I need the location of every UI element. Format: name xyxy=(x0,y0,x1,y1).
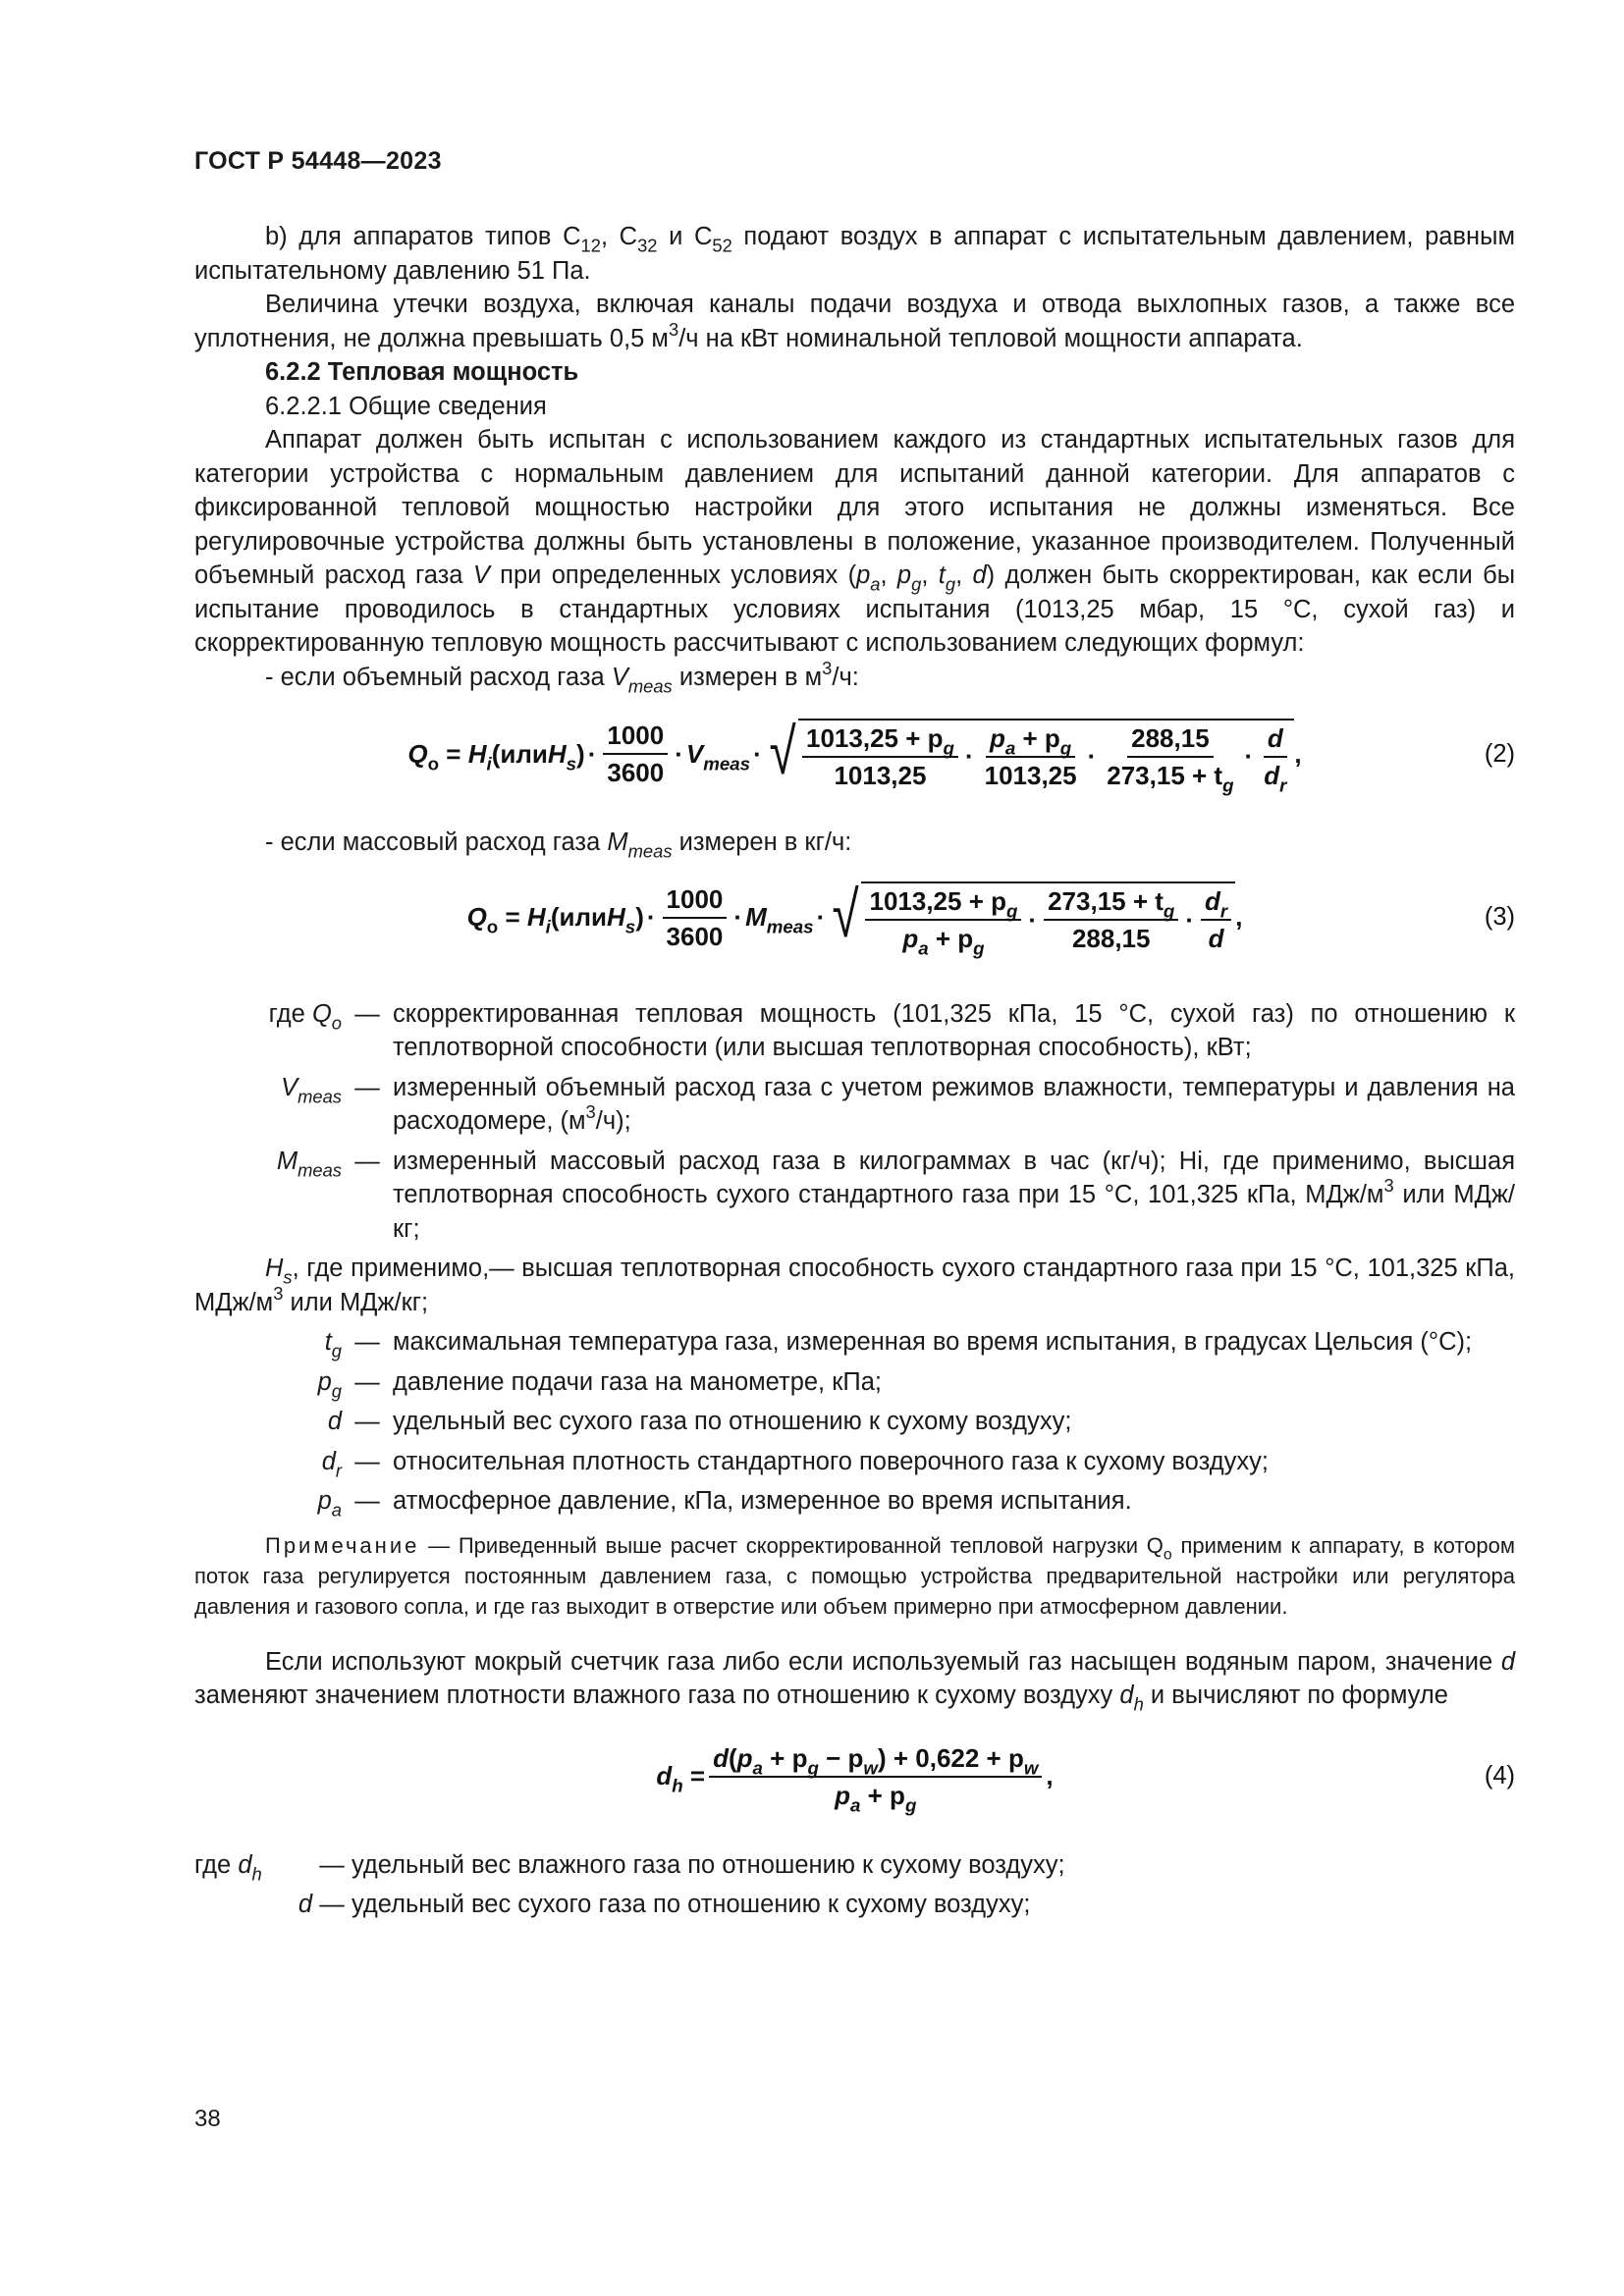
definition-v: $V_{meas}$ — измеренный объемный расход газа с учетом режимов влажности, температуры и давления на расходомере, $(м^3/ч)$; xyxy=(281,1073,1515,1135)
document-header: ГОСТ Р 54448—2023 xyxy=(194,147,442,175)
definition-q: где $Q_o$ — скорректированная тепловая мощность (101,325 кПа, 15 °С, сухой газ) по отношению к теплотворной способности (или высшая теплотворная способность), кВт; xyxy=(268,999,1515,1061)
definition-dr: $d_r$ — относительная плотность стандартного поверочного газа к сухому воздуху; xyxy=(321,1447,1269,1480)
section-heading-6-2-2: 6.2.2 Тепловая мощность xyxy=(265,358,579,386)
formula-4: $d_h$ = $\frac{d(p_a + p_g - p_w) + 0,622 + p_w}{p_a + p_g}$ , (4) xyxy=(656,1742,1515,1815)
subsection-heading-6-2-2-1: 6.2.2.1 Общие сведения xyxy=(265,392,547,420)
formula-2-root: √ $\frac{1013,25 + p_g}{1013,25}$ · $\frac{p_a + p_g}{1013,25}$ · $\frac{288,15}{273,15 + t_g}$ · $\frac{d}{d_r}$ xyxy=(765,719,1295,790)
definition-pg: $p_g$ — давление подачи газа на манометре, кПа; xyxy=(317,1367,882,1401)
page-content xyxy=(194,220,1515,1922)
definition-hs: $H_s$, где применимо,— высшая теплотворная способность сухого стандартного газа при 15 °С, 101,325 кПа, МДж/$м^3$ или МДж/кг; xyxy=(194,1255,1515,1316)
formula-3: $Q_o$ = $H_i(илиH_s)$ · $\frac{1000}{3600}$ · $M_{meas}$ · √ $\frac{1013,25 + p_g}{p_a + p_g}$ · $\frac{273,15 + t_g}{288,15}$ · $\frac{d_r}{d}$ , (3) xyxy=(466,878,1515,959)
note: Примечание — Приведенный выше расчет скорректированной тепловой нагрузки $Q_o$ применим к аппарату, в котором поток газа регулируется постоянным давлением газа, с помощью устройства предварительной настройки или регулятора давления и газового сопла, и где газ выходит в отверстие или объем примерно при атмосферном давлении. xyxy=(194,1532,1515,1619)
definition-d-2: d — удельный вес сухого газа по отношению к сухому воздуху; xyxy=(298,1891,1031,1918)
page-number: 38 xyxy=(194,2106,221,2132)
definition-d: d — удельный вес сухого газа по отношению к сухому воздуху; xyxy=(327,1408,1072,1435)
paragraph-main: Аппарат должен быть испытан с использованием каждого из стандартных испытательных газов для категории устройства с нормальным давлением для испытаний данной категории. Для аппаратов с фиксированной тепловой мощностью настройки для этого испытания не должны изменяться. Все регулировочные устройства должны быть установлены в положение, указанное производителем. Полученный объемный расход газа V при определенных условиях ($p_a$, $p_g$, $t_g$, d) должен быть скорректирован, как если бы испытание проводилось в стандартных условиях испытания (1013,25 мбар, 15 °С, сухой газ) и скорректированную тепловую мощность рассчитывают с использованием следующих формул: xyxy=(194,426,1516,657)
formula-2: $Q_o$ = $H_i(илиH_s)$ · $\frac{1000}{3600}$ · $V_{meas}$ · √ $\frac{1013,25 + p_g}{1013,25}$ · $\frac{p_a + p_g}{1013,25}$ · $\frac{288,15}{273,15 + t_g}$ · $\frac{d}{d_r}$ , (2) xyxy=(407,714,1515,795)
formula-number-3: (3) xyxy=(1484,903,1515,932)
formula-number-4: (4) xyxy=(1484,1762,1515,1790)
paragraph-b: b) для аппаратов типов $С_{12}$, $С_{32}$ и $С_{52}$ подают воздух в аппарат с испытательным давлением, равным испытательному давлению 51 Па. xyxy=(194,223,1515,285)
definitions-list xyxy=(194,997,1515,1519)
paragraph-wet-gas: Если используют мокрый счетчик газа либо если используемый газ насыщен водяным паром, значение d заменяют значением плотности влажного газа по отношению к сухому воздуху $d_h$ и вычисляют по формуле xyxy=(194,1647,1515,1715)
definition-tg: $t_g$ — максимальная температура газа, измеренная во время испытания, в градусах Цельсия (°С); xyxy=(324,1328,1473,1362)
bullet-mass: - если массовый расход газа $M_{meas}$ измерен в кг/ч: xyxy=(265,828,852,862)
paragraph-leak: Величина утечки воздуха, включая каналы подачи воздуха и отвода выхлопных газов, а также все уплотнения, не должна превышать 0,5 $м^3/ч$ на кВт номинальной тепловой мощности аппарата. xyxy=(194,291,1515,352)
formula-number-2: (2) xyxy=(1484,739,1515,768)
definitions-list-2 xyxy=(194,1848,1515,1922)
bullet-volumetric: - если объемный расход газа $V_{meas}$ измерен в $м^3/ч$: xyxy=(265,657,859,696)
definition-pa: $p_a$ — атмосферное давление, кПа, измеренное во время испытания. xyxy=(317,1487,1132,1521)
formula-3-root: √ $\frac{1013,25 + p_g}{p_a + p_g}$ · $\frac{273,15 + t_g}{288,15}$ · $\frac{d_r}{d}$ xyxy=(828,881,1235,953)
definition-dh: где $d_h$ — удельный вес влажного газа по отношению к сухому воздуху; xyxy=(194,1850,1065,1884)
definition-m: $M_{meas}$ — измеренный массовый расход газа в килограммах в час (кг/ч); Hi, где применимо, высшая теплотворная способность сухого стандартного газа при 15 °С, 101,325 кПа, МДж/$м^3$ или МДж/кг; xyxy=(276,1147,1515,1243)
